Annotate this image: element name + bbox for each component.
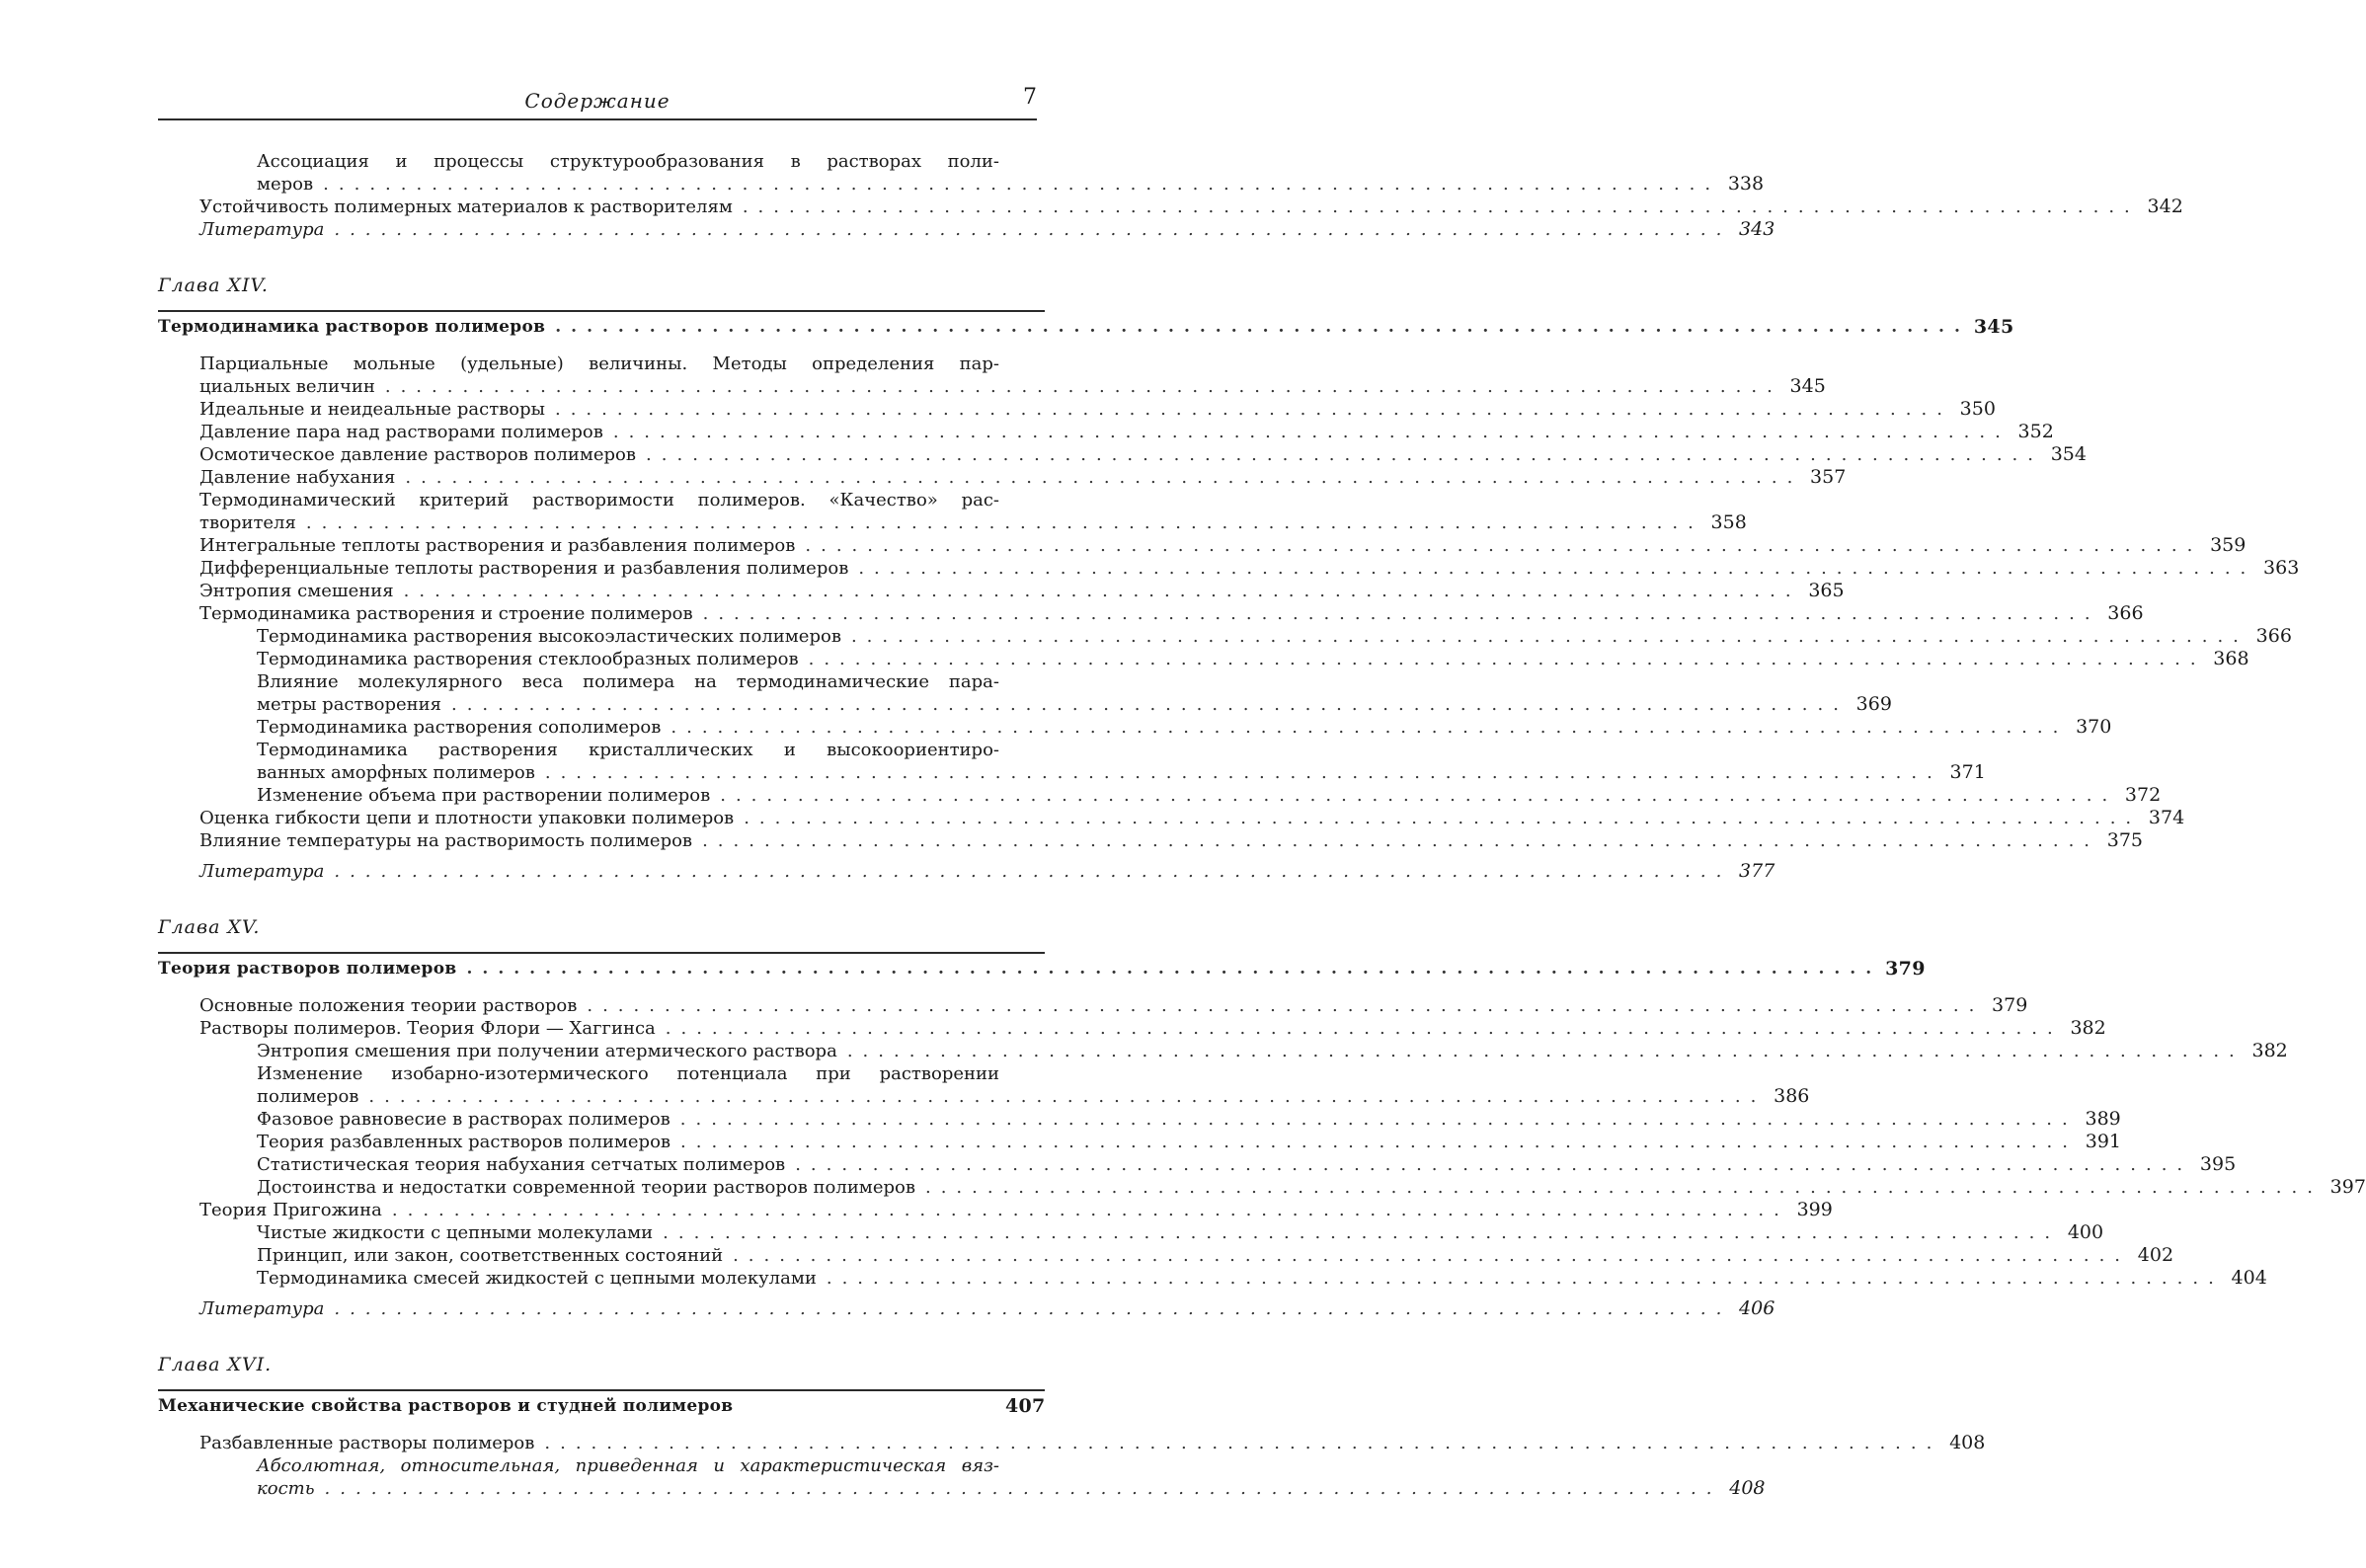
toc-entry-text: Достоинства и недостатки современной теории растворов полимеров <box>257 1177 915 1198</box>
toc-entry: Оценка гибкости цепи и плотности упаковки полимеров .......................................................................................... 374 <box>199 807 2185 828</box>
toc-page-number: 345 <box>1789 375 1826 397</box>
toc-page-number: 342 <box>2147 196 2183 217</box>
toc-entry-text: Давление набухания <box>199 467 396 488</box>
toc-entry-text: Термодинамика растворения сополимеров <box>257 717 662 738</box>
toc-subentry: Достоинства и недостатки современной теории растворов полимеров .......................................................................................... 397 <box>257 1176 2366 1198</box>
toc-page-number: 352 <box>2017 421 2054 442</box>
toc-entry: Теория Пригожина .......................................................................................... 399 <box>199 1199 1833 1220</box>
toc-subentry: Статистическая теория набухания сетчатых полимеров .......................................................................................... 395 <box>257 1153 2237 1175</box>
chapter-title: Теория растворов полимеров .......................................................................................... 379 <box>158 958 1926 980</box>
chapter-title-text: Механические свойства растворов и студней полимеров <box>158 1396 734 1416</box>
toc-page-number: 343 <box>1739 218 1775 240</box>
toc-page-number: 400 <box>2067 1221 2104 1243</box>
toc-entry: Интегральные теплоты растворения и разбавления полимеров .......................................................................................... 359 <box>199 534 2247 556</box>
toc-page-number: 382 <box>2070 1017 2106 1039</box>
chapter-title: Термодинамика растворов полимеров .......................................................................................... 345 <box>158 316 2014 338</box>
toc-entry-text: Термодинамика растворения стеклообразных полимеров <box>257 649 799 669</box>
toc-entry-text: Теория Пригожина <box>199 1200 382 1220</box>
toc-entry-text: Термодинамика растворения высокоэластических полимеров <box>257 626 841 647</box>
chapter-title-text: Теория растворов полимеров <box>158 959 457 979</box>
toc-entry-text: Принцип, или закон, соответственных состояний <box>257 1245 724 1266</box>
toc-entry: Дифференциальные теплоты растворения и разбавления полимеров .......................................................................................... 363 <box>199 557 2300 579</box>
toc-entry-text: Интегральные теплоты растворения и разбавления полимеров <box>199 535 796 556</box>
toc-subentry: Изменение объема при растворении полимеров .......................................................................................... 372 <box>257 784 2162 806</box>
toc-entry-text: Идеальные и неидеальные растворы <box>199 399 545 420</box>
toc-page-number: 382 <box>2251 1040 2288 1061</box>
toc-entry-text: Давление пара над растворами полимеров <box>199 422 603 442</box>
toc-entry: Давление набухания .......................................................................................... 357 <box>199 466 1847 488</box>
toc-page-number: 354 <box>2050 443 2087 465</box>
toc-page-number: 375 <box>2106 829 2144 851</box>
toc-entry: Идеальные и неидеальные растворы .......................................................................................... 350 <box>199 398 1996 420</box>
toc-page-number: 379 <box>1885 958 1926 980</box>
toc-entry-text: Основные положения теории растворов <box>199 995 578 1016</box>
running-header <box>158 85 1037 120</box>
toc-page-number: 371 <box>1949 761 1986 783</box>
toc-page-number: 345 <box>1973 316 2014 338</box>
toc-page-number: 406 <box>1739 1297 1775 1319</box>
chapter-label: Глава XIV. <box>158 274 269 296</box>
toc-entry-text: меров <box>257 174 314 195</box>
toc-page-number: 369 <box>1855 693 1892 715</box>
toc-page-number: 404 <box>2231 1267 2267 1289</box>
toc-entry-text: полимеров <box>257 1086 359 1107</box>
toc-entry-text: Растворы полимеров. Теория Флори — Хаггинса <box>199 1018 656 1039</box>
toc-entry-literature: Литература .......................................................................................... 343 <box>199 218 1775 240</box>
toc-entry: Устойчивость полимерных материалов к растворителям .......................................................................................... 342 <box>199 196 2183 217</box>
toc-page-number: 374 <box>2148 807 2185 828</box>
toc-page-number: 397 <box>2329 1176 2366 1198</box>
toc-entry-text: Изменение изобарно-изотермического потенциала при растворении <box>257 1063 999 1084</box>
toc-entry-text: Осмотическое давление растворов полимеров <box>199 444 637 465</box>
toc-subentry: Фазовое равновесие в растворах полимеров .......................................................................................... 389 <box>257 1108 2121 1130</box>
toc-page-number: 338 <box>1727 173 1765 195</box>
toc-page-number: 366 <box>2107 602 2144 624</box>
toc-entry-text: Термодинамический критерий растворимости полимеров. «Качество» рас- <box>199 490 999 510</box>
chapter-divider <box>158 952 1045 954</box>
toc-subentry: Термодинамика растворения высокоэластических полимеров .......................................................................................... 366 <box>257 625 2292 647</box>
toc-entry: Осмотическое давление растворов полимеров .......................................................................................... 354 <box>199 443 2087 465</box>
chapter-divider <box>158 310 1045 312</box>
toc-entry-literature: Литература .......................................................................................... 406 <box>199 1297 1775 1319</box>
toc-page-number: 386 <box>1774 1085 1810 1107</box>
toc-entry-text: Дифференциальные теплоты растворения и разбавления полимеров <box>199 558 849 579</box>
toc-entry-text: Влияние температуры на растворимость полимеров <box>199 830 693 851</box>
toc-entry: Разбавленные растворы полимеров .......................................................................................... 408 <box>199 1432 1986 1453</box>
toc-page-number: 357 <box>1810 466 1847 488</box>
toc-entry-literature: Литература .......................................................................................... 377 <box>199 860 1775 882</box>
toc-page-number: 395 <box>2199 1153 2237 1175</box>
toc-page-number: 350 <box>1959 398 1996 420</box>
chapter-title-text: Термодинамика растворов полимеров <box>158 317 546 337</box>
toc-page-number: 408 <box>1949 1432 1986 1453</box>
toc-entry-text: ванных аморфных полимеров <box>257 762 535 783</box>
toc-subentry: Термодинамика растворения кристаллических и высокоориентиро- ванных аморфных полимеров .......................................................................................... 371 <box>257 740 1986 783</box>
toc-entry-text: Фазовое равновесие в растворах полимеров <box>257 1109 670 1130</box>
toc-page-number: 379 <box>1992 994 2028 1016</box>
toc-entry: Парциальные мольные (удельные) величины. Методы определения пар- циальных величин .......................................................................................... 345 <box>199 353 1826 397</box>
toc-entry-text: Изменение объема при растворении полимеров <box>257 785 711 806</box>
running-title: Содержание <box>524 89 670 113</box>
toc-entry-text: Абсолютная, относительная, приведенная и характеристическая вяз- <box>257 1455 999 1476</box>
toc-page-number: 366 <box>2255 625 2292 647</box>
toc-subentry: Термодинамика растворения стеклообразных полимеров .......................................................................................... 368 <box>257 648 2249 669</box>
toc-entry-text: Энтропия смешения при получении атермического раствора <box>257 1041 837 1061</box>
toc-entry: Влияние температуры на растворимость полимеров .......................................................................................... 375 <box>199 829 2144 851</box>
toc-entry: Основные положения теории растворов .......................................................................................... 379 <box>199 994 2028 1016</box>
toc-page-number: 402 <box>2137 1244 2174 1266</box>
toc-entry-text: Литература <box>199 861 325 882</box>
toc-entry: Термодинамический критерий растворимости полимеров. «Качество» рас- творителя .......................................................................................... 358 <box>199 490 1747 533</box>
toc-entry-text: метры растворения <box>257 694 441 715</box>
toc-page-number: 368 <box>2213 648 2249 669</box>
chapter-divider <box>158 1389 1045 1391</box>
toc-page-number: 399 <box>1796 1199 1833 1220</box>
toc-subentry: Чистые жидкости с цепными молекулами .......................................................................................... 400 <box>257 1221 2104 1243</box>
toc-page-number: 365 <box>1808 580 1845 601</box>
toc-entry: Давление пара над растворами полимеров .......................................................................................... 352 <box>199 421 2054 442</box>
toc-subentry: Термодинамика смесей жидкостей с цепными молекулами .......................................................................................... 404 <box>257 1267 2267 1289</box>
toc-entry-text: Разбавленные растворы полимеров <box>199 1433 535 1453</box>
toc-entry-text: Литература <box>199 219 325 240</box>
chapter-label: Глава XV. <box>158 916 261 938</box>
toc-page-number: 377 <box>1739 860 1775 882</box>
toc-entry: Растворы полимеров. Теория Флори — Хаггинса .......................................................................................... 382 <box>199 1017 2106 1039</box>
toc-entry-text: Парциальные мольные (удельные) величины. Методы определения пар- <box>199 353 999 374</box>
toc-subentry: Влияние молекулярного веса полимера на термодинамические пара- метры растворения .......................................................................................... 369 <box>257 671 1892 715</box>
toc-page-number: 372 <box>2124 784 2162 806</box>
toc-entry-text: Термодинамика растворения кристаллических и высокоориентиро- <box>257 740 999 760</box>
toc-subentry: Изменение изобарно-изотермического потенциала при растворении полимеров .......................................................................................... 386 <box>257 1063 1810 1107</box>
toc-page-number: 391 <box>2085 1131 2121 1152</box>
toc-page-number: 370 <box>2076 716 2112 738</box>
toc-page-number: 407 <box>1005 1395 1046 1417</box>
toc-entry-text: Оценка гибкости цепи и плотности упаковки полимеров <box>199 808 735 828</box>
table-of-contents <box>158 150 2366 1500</box>
toc-subentry: Энтропия смешения при получении атермического раствора .......................................................................................... 382 <box>257 1040 2288 1061</box>
toc-page-number: 358 <box>1710 511 1747 533</box>
toc-page-number: 389 <box>2085 1108 2121 1130</box>
toc-entry-text: Устойчивость полимерных материалов к растворителям <box>199 196 733 217</box>
toc-subentry: Термодинамика растворения сополимеров .......................................................................................... 370 <box>257 716 2112 738</box>
chapter-label: Глава XVI. <box>158 1354 273 1375</box>
toc-entry: Ассоциация и процессы структурообразования в растворах поли- меров .......................................................................................... 338 <box>257 151 1765 195</box>
toc-subentry: Абсолютная, относительная, приведенная и характеристическая вяз- кость .......................................................................................... 408 <box>257 1455 1766 1499</box>
toc-entry-text: Литература <box>199 1298 325 1319</box>
toc-subentry: Теория разбавленных растворов полимеров .......................................................................................... 391 <box>257 1131 2121 1152</box>
chapter-title <box>158 1395 1045 1418</box>
toc-entry-text: Теория разбавленных растворов полимеров <box>257 1132 671 1152</box>
toc-entry-text: циальных величин <box>199 376 375 397</box>
toc-entry-text: Влияние молекулярного веса полимера на термодинамические пара- <box>257 671 999 692</box>
toc-entry: Термодинамика растворения и строение полимеров .......................................................................................... 366 <box>199 602 2144 624</box>
toc-entry-text: Ассоциация и процессы структурообразования в растворах поли- <box>257 151 999 172</box>
toc-page-number: 408 <box>1729 1477 1766 1499</box>
toc-entry-text: творителя <box>199 512 296 533</box>
toc-entry: Энтропия смешения .......................................................................................... 365 <box>199 580 1845 601</box>
toc-entry-text: Энтропия смешения <box>199 581 394 601</box>
page-number: 7 <box>1023 85 1037 110</box>
toc-page-number: 363 <box>2263 557 2300 579</box>
toc-entry-text: кость <box>257 1478 315 1499</box>
toc-entry-text: Термодинамика растворения и строение полимеров <box>199 603 693 624</box>
toc-entry-text: Чистые жидкости с цепными молекулами <box>257 1222 654 1243</box>
toc-subentry: Принцип, или закон, соответственных состояний .......................................................................................... 402 <box>257 1244 2174 1266</box>
toc-entry-text: Термодинамика смесей жидкостей с цепными молекулами <box>257 1268 817 1289</box>
toc-page-number: 359 <box>2210 534 2247 556</box>
toc-entry-text: Статистическая теория набухания сетчатых полимеров <box>257 1154 786 1175</box>
